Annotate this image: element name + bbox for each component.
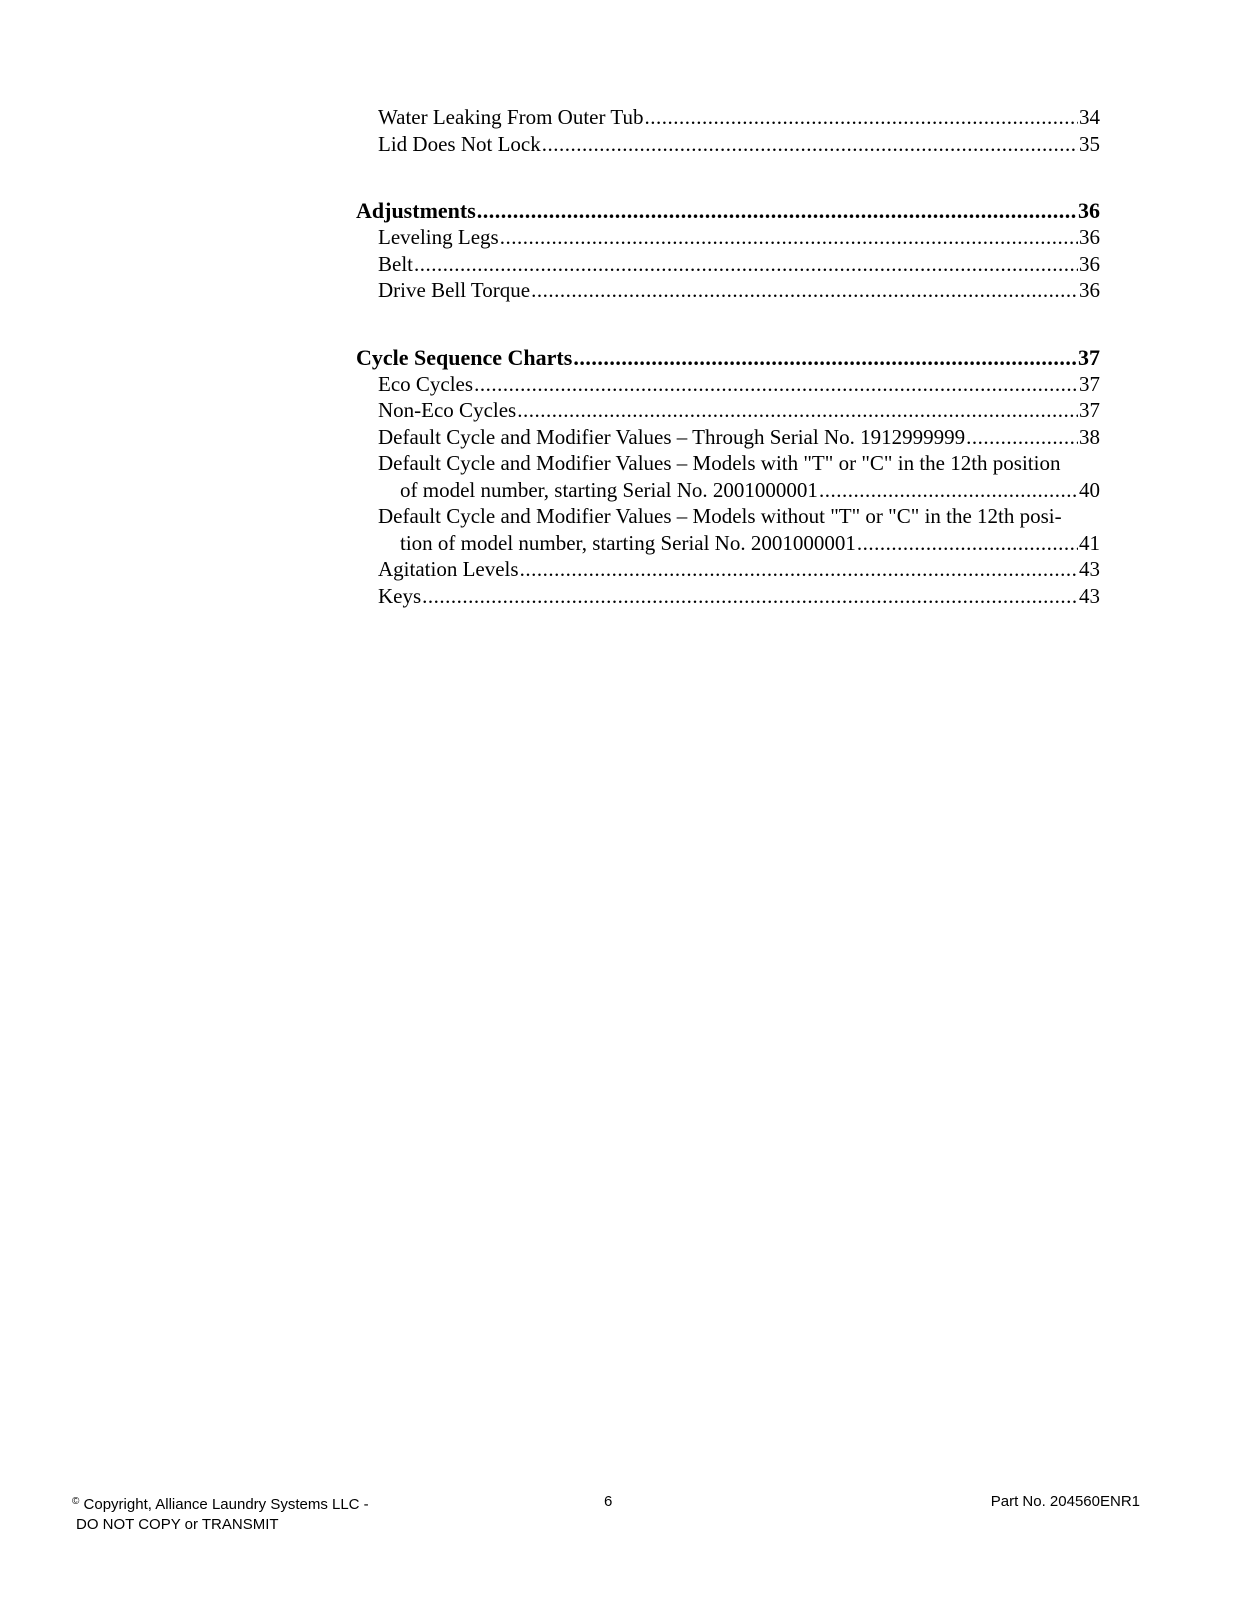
toc-entry-multiline[interactable] xyxy=(356,450,1100,503)
toc-entry-page: 43 xyxy=(1079,557,1100,581)
toc-entry-title: Water Leaking From Outer Tub xyxy=(378,105,644,129)
toc-entry-title-line1: Default Cycle and Modifier Values – Models with "T" or "C" in the 12th position xyxy=(378,451,1061,475)
toc-entry-title: Lid Does Not Lock xyxy=(378,131,541,156)
toc-entry[interactable] xyxy=(356,277,1100,304)
toc-entry-page: 37 xyxy=(1079,371,1100,396)
toc-entry-continuation xyxy=(378,477,1100,504)
toc-entry-title-line2: tion of model number, starting Serial No. 2001000001 xyxy=(400,530,856,555)
toc-entry-title: Default Cycle and Modifier Values – Through Serial No. 1912999999 xyxy=(378,424,966,449)
toc-entry-title: Agitation Levels xyxy=(378,557,519,581)
toc-entry[interactable] xyxy=(356,371,1100,398)
toc-section-troubleshooting-continued xyxy=(356,104,1100,157)
toc-entry-page: 36 xyxy=(1079,251,1100,276)
footer-part-number: Part No. 204560ENR1 xyxy=(990,1493,1140,1510)
toc-entry[interactable] xyxy=(356,131,1100,158)
copyright-line-1: Copyright, Alliance Laundry Systems LLC - xyxy=(79,1496,369,1513)
toc-entry[interactable] xyxy=(356,104,1100,131)
toc-leader-dots xyxy=(500,224,1078,251)
toc-leader-dots xyxy=(966,424,1078,451)
toc-heading-page: 37 xyxy=(1078,344,1100,370)
toc-heading[interactable] xyxy=(356,197,1100,224)
toc-leader-dots xyxy=(573,344,1077,371)
toc-entry-title: Keys xyxy=(378,583,422,608)
copyright-symbol: © xyxy=(72,1496,80,1507)
toc-entry-continuation xyxy=(378,530,1100,557)
toc-heading-page: 36 xyxy=(1078,198,1100,223)
toc-entry[interactable] xyxy=(356,251,1100,278)
toc-leader-dots xyxy=(422,583,1078,610)
toc-entry-title-line1: Default Cycle and Modifier Values – Models without "T" or "C" in the 12th posi- xyxy=(378,504,1062,528)
toc-leader-dots xyxy=(644,104,1078,131)
toc-leader-dots xyxy=(520,556,1078,583)
toc-entry-title: Non-Eco Cycles xyxy=(378,398,517,422)
toc-leader-dots xyxy=(542,131,1078,158)
toc-leader-dots xyxy=(517,397,1078,424)
toc-entry[interactable] xyxy=(356,556,1100,583)
toc-leader-dots xyxy=(531,277,1078,304)
toc-leader-dots xyxy=(819,477,1078,504)
toc-leader-dots xyxy=(857,530,1078,557)
toc-heading[interactable] xyxy=(356,344,1100,371)
copyright-line-2: DO NOT COPY or TRANSMIT xyxy=(76,1516,279,1533)
toc-entry-page: 34 xyxy=(1079,105,1100,129)
toc-section-adjustments xyxy=(356,197,1100,304)
toc-entry[interactable] xyxy=(356,224,1100,251)
toc-entry[interactable] xyxy=(356,424,1100,451)
toc-entry[interactable] xyxy=(356,583,1100,610)
toc-entry-multiline[interactable] xyxy=(356,503,1100,556)
toc-entry-title: Leveling Legs xyxy=(378,225,499,249)
toc-entry-title: Belt xyxy=(378,251,413,276)
toc-entry-page: 38 xyxy=(1079,424,1100,449)
toc-entry[interactable] xyxy=(356,397,1100,424)
toc-entry-page: 41 xyxy=(1079,530,1100,555)
toc-leader-dots xyxy=(414,251,1078,278)
toc-leader-dots xyxy=(474,371,1078,398)
toc-entry-title: Drive Bell Torque xyxy=(378,278,531,302)
toc-heading-title: Adjustments xyxy=(356,198,476,223)
toc-entry-page: 36 xyxy=(1079,225,1100,249)
toc-entry-page: 43 xyxy=(1079,583,1100,608)
toc-entry-page: 35 xyxy=(1079,131,1100,156)
toc-heading-title: Cycle Sequence Charts xyxy=(356,344,573,370)
footer-page-number: 6 xyxy=(604,1493,613,1510)
toc-entry-page: 40 xyxy=(1079,477,1100,502)
toc-entry-page: 36 xyxy=(1079,278,1100,302)
toc-section-cycle-sequence-charts xyxy=(356,344,1100,610)
toc-entry-title-line2: of model number, starting Serial No. 2001000001 xyxy=(400,477,818,502)
toc-entry-page: 37 xyxy=(1079,398,1100,422)
footer-copyright xyxy=(72,1492,369,1535)
table-of-contents xyxy=(356,104,1100,649)
toc-entry-title: Eco Cycles xyxy=(378,371,474,396)
toc-leader-dots xyxy=(477,197,1077,224)
